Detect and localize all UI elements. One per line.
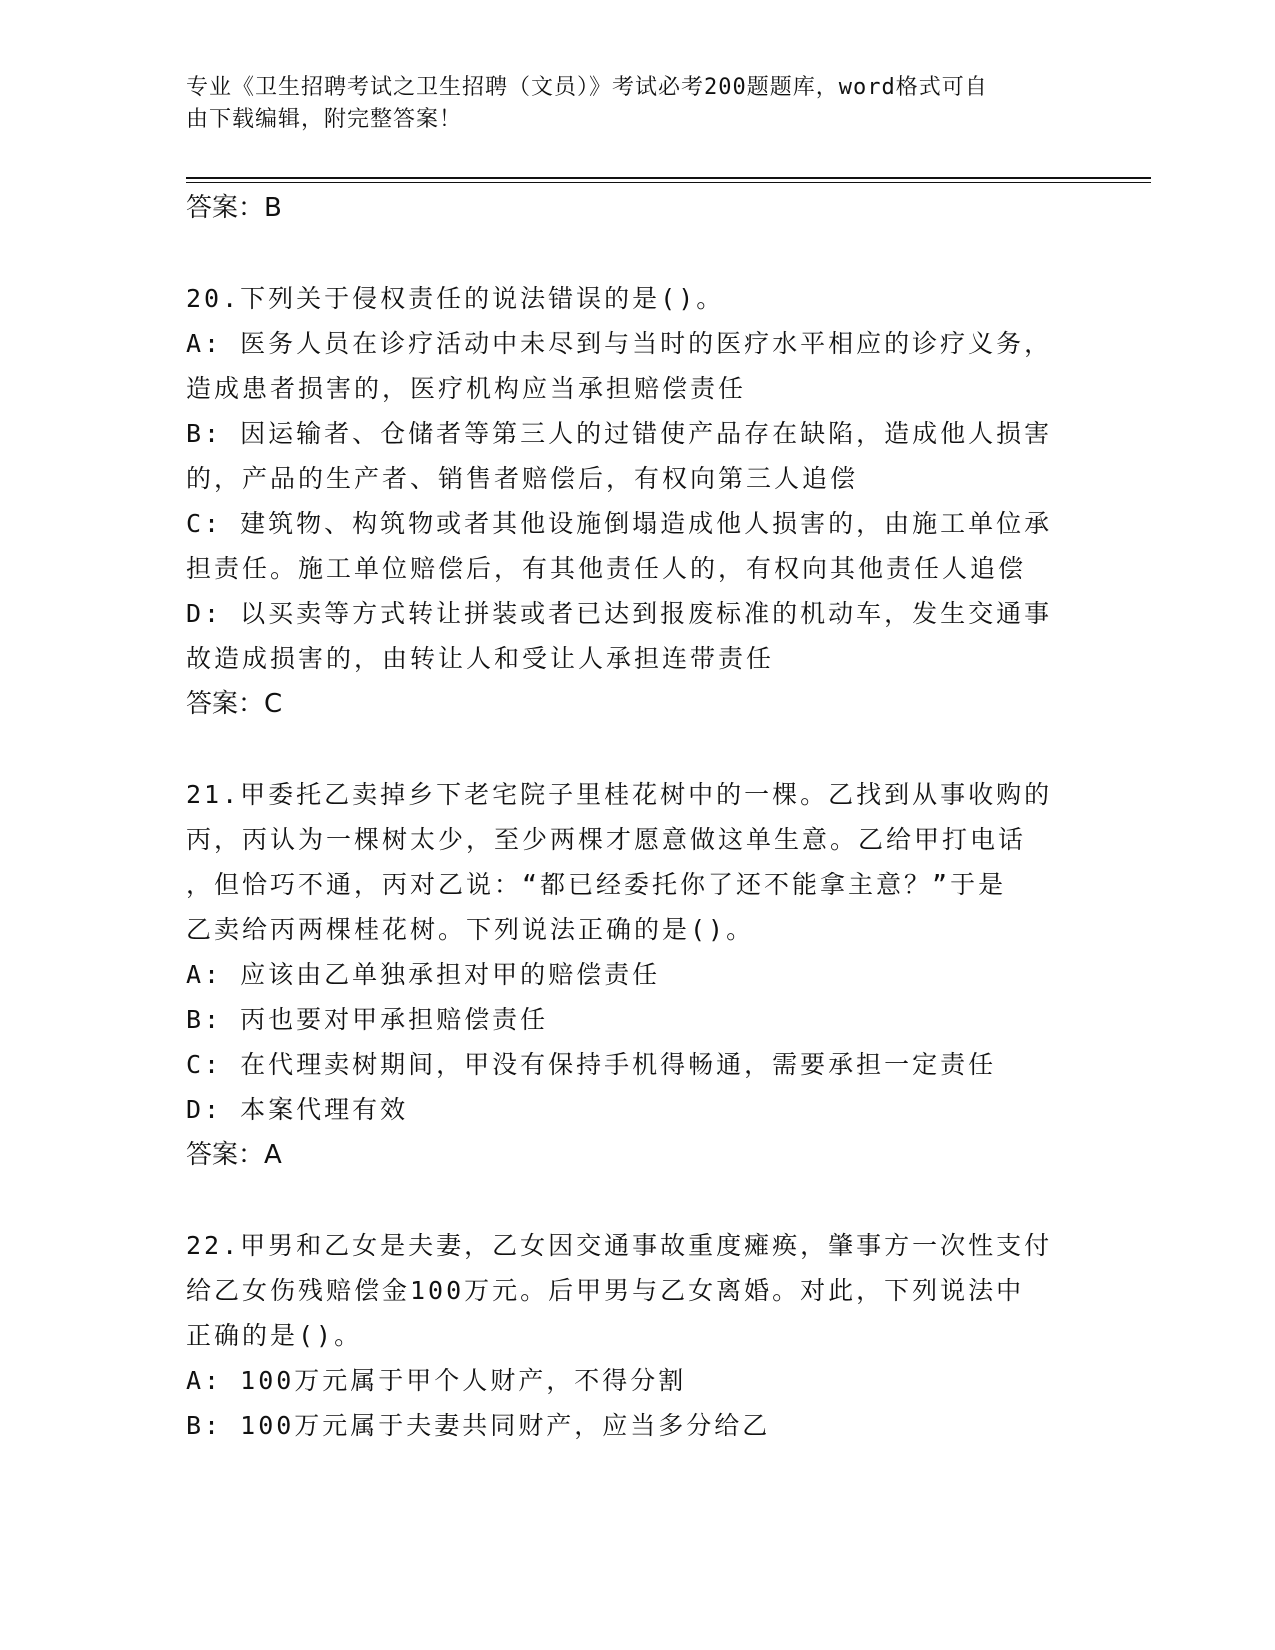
question-20-option-d-cont: 故造成损害的，由转让人和受让人承担连带责任 bbox=[186, 644, 775, 673]
question-22-stem-2: 给乙女伤残赔偿金100万元。后甲男与乙女离婚。对此，下列说法中 bbox=[186, 1276, 1025, 1305]
answer-19: 答案：B bbox=[186, 193, 282, 223]
header-line-1: 专业《卫生招聘考试之卫生招聘（文员）》考试必考200题题库，word格式可自 bbox=[186, 75, 988, 100]
question-20-stem: 20.下列关于侵权责任的说法错误的是()。 bbox=[186, 284, 725, 313]
header-rule-thick bbox=[186, 177, 1151, 179]
answer-20: 答案：C bbox=[186, 689, 283, 719]
header-line-2: 由下载编辑，附完整答案！ bbox=[186, 107, 463, 132]
question-21-stem-2: 丙，丙认为一棵树太少，至少两棵才愿意做这单生意。乙给甲打电话 bbox=[186, 825, 1027, 854]
question-22-stem-1: 22.甲男和乙女是夫妻，乙女因交通事故重度瘫痪，肇事方一次性支付 bbox=[186, 1231, 1053, 1260]
question-21-option-a: A: 应该由乙单独承担对甲的赔偿责任 bbox=[186, 960, 661, 989]
question-20-option-a: A: 医务人员在诊疗活动中未尽到与当时的医疗水平相应的诊疗义务， bbox=[186, 329, 1053, 358]
question-20-option-a-cont: 造成患者损害的，医疗机构应当承担赔偿责任 bbox=[186, 374, 747, 403]
document-header bbox=[186, 72, 1086, 136]
question-20-option-b-cont: 的，产品的生产者、销售者赔偿后，有权向第三人追偿 bbox=[186, 464, 859, 493]
question-21-option-d: D: 本案代理有效 bbox=[186, 1095, 409, 1124]
answer-21: 答案：A bbox=[186, 1140, 282, 1170]
question-21-stem-1: 21.甲委托乙卖掉乡下老宅院子里桂花树中的一棵。乙找到从事收购的 bbox=[186, 780, 1053, 809]
question-20-option-b: B: 因运输者、仓储者等第三人的过错使产品存在缺陷，造成他人损害 bbox=[186, 419, 1053, 448]
question-20-option-c-cont: 担责任。施工单位赔偿后，有其他责任人的，有权向其他责任人追偿 bbox=[186, 554, 1027, 583]
question-22-option-a: A: 100万元属于甲个人财产，不得分割 bbox=[186, 1366, 687, 1395]
question-22-stem-3: 正确的是()。 bbox=[186, 1321, 363, 1350]
document-body bbox=[186, 185, 1086, 1448]
question-22-option-b: B: 100万元属于夫妻共同财产，应当多分给乙 bbox=[186, 1411, 771, 1440]
question-21-stem-3: ，但恰巧不通，丙对乙说：“都已经委托你了还不能拿主意？”于是 bbox=[186, 870, 1007, 899]
spacer bbox=[186, 1178, 1086, 1223]
question-21 bbox=[186, 772, 1086, 1178]
spacer bbox=[186, 727, 1086, 772]
question-20-option-d: D: 以买卖等方式转让拼装或者已达到报废标准的机动车，发生交通事 bbox=[186, 599, 1053, 628]
question-21-option-c: C: 在代理卖树期间，甲没有保持手机得畅通，需要承担一定责任 bbox=[186, 1050, 997, 1079]
question-21-option-b: B: 丙也要对甲承担赔偿责任 bbox=[186, 1005, 549, 1034]
question-20 bbox=[186, 276, 1086, 727]
question-21-stem-4: 乙卖给丙两棵桂花树。下列说法正确的是()。 bbox=[186, 915, 755, 944]
question-20-option-c: C: 建筑物、构筑物或者其他设施倒塌造成他人损害的，由施工单位承 bbox=[186, 509, 1053, 538]
spacer bbox=[186, 231, 1086, 276]
header-rule-thin bbox=[186, 182, 1151, 183]
question-22 bbox=[186, 1223, 1086, 1448]
